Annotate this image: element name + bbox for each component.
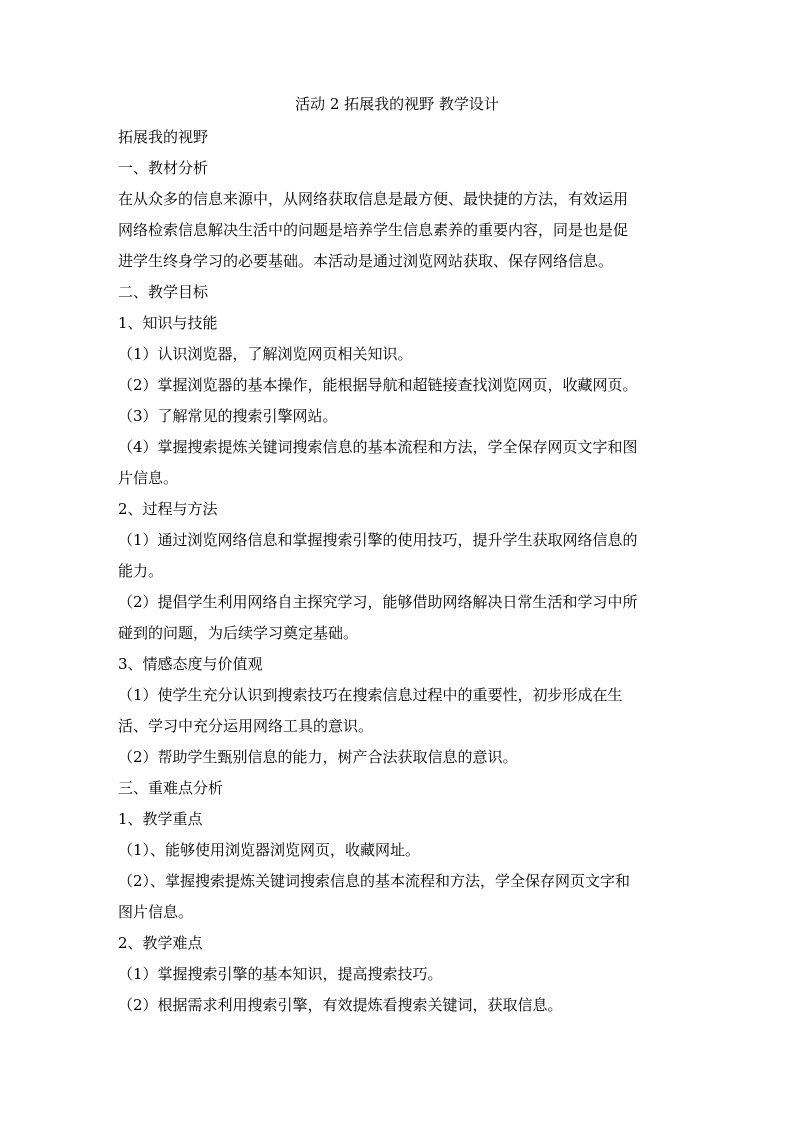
list-item: （1）使学生充分认识到搜索技巧在搜索信息过程中的重要性，初步形成在生 [118,686,623,704]
paragraph-line: 网络检索信息解决生活中的问题是培养学生信息素养的重要内容，同是也是促 [118,221,629,239]
subtitle: 拓展我的视野 [118,128,209,146]
paragraph-line: 在从众多的信息来源中，从网络获取信息是最方便、最快捷的方法，有效运用 [118,190,629,208]
subsection-heading: 2、教学难点 [118,934,203,952]
list-item-continuation: 片信息。 [118,469,179,487]
list-item: （1）掌握搜索引擎的基本知识，提高搜索技巧。 [118,965,443,983]
list-item: （2）根据需求利用搜索引擎，有效提炼看搜索关键词，获取信息。 [118,996,563,1014]
document-body [118,122,678,1021]
list-item: （2）帮助学生甄别信息的能力，树产合法获取信息的意识。 [118,748,518,766]
list-item: （1）认识浏览器，了解浏览网页相关知识。 [118,345,413,363]
list-item-continuation: 图片信息。 [118,903,194,921]
list-item-continuation: 碰到的问题，为后续学习奠定基础。 [118,624,359,642]
section-heading-3: 三、重难点分析 [118,779,224,797]
subsection-heading: 3、情感态度与价值观 [118,655,263,673]
list-item: （2）提倡学生利用网络自主探究学习，能够借助网络解决日常生活和学习中所 [118,593,638,611]
list-item: （2）、掌握搜索提炼关键词搜索信息的基本流程和方法，学全保存网页文字和 [118,872,631,890]
subsection-heading: 1、教学重点 [118,810,203,828]
list-item: （4）掌握搜索提炼关键词搜索信息的基本流程和方法，学全保存网页文字和图 [118,438,638,456]
document-title: 活动 2 拓展我的视野 教学设计 [295,95,499,113]
subsection-heading: 1、知识与技能 [118,314,218,332]
list-item: （1）通过浏览网络信息和掌握搜索引擎的使用技巧，提升学生获取网络信息的 [118,531,638,549]
list-item-continuation: 能力。 [118,562,164,580]
list-item: （1）、能够使用浏览器浏览网页，收藏网址。 [118,841,421,859]
section-heading-1: 一、教材分析 [118,159,209,177]
list-item: （2）掌握浏览器的基本操作，能根据导航和超链接查找浏览网页，收藏网页。 [118,376,638,394]
paragraph-line: 进学生终身学习的必要基础。本活动是通过浏览网站获取、保存网络信息。 [118,252,614,270]
subsection-heading: 2、过程与方法 [118,500,218,518]
list-item: （3）了解常见的搜索引擎网站。 [118,407,338,425]
list-item-continuation: 活、学习中充分运用网络工具的意识。 [118,717,374,735]
section-heading-2: 二、教学目标 [118,283,209,301]
